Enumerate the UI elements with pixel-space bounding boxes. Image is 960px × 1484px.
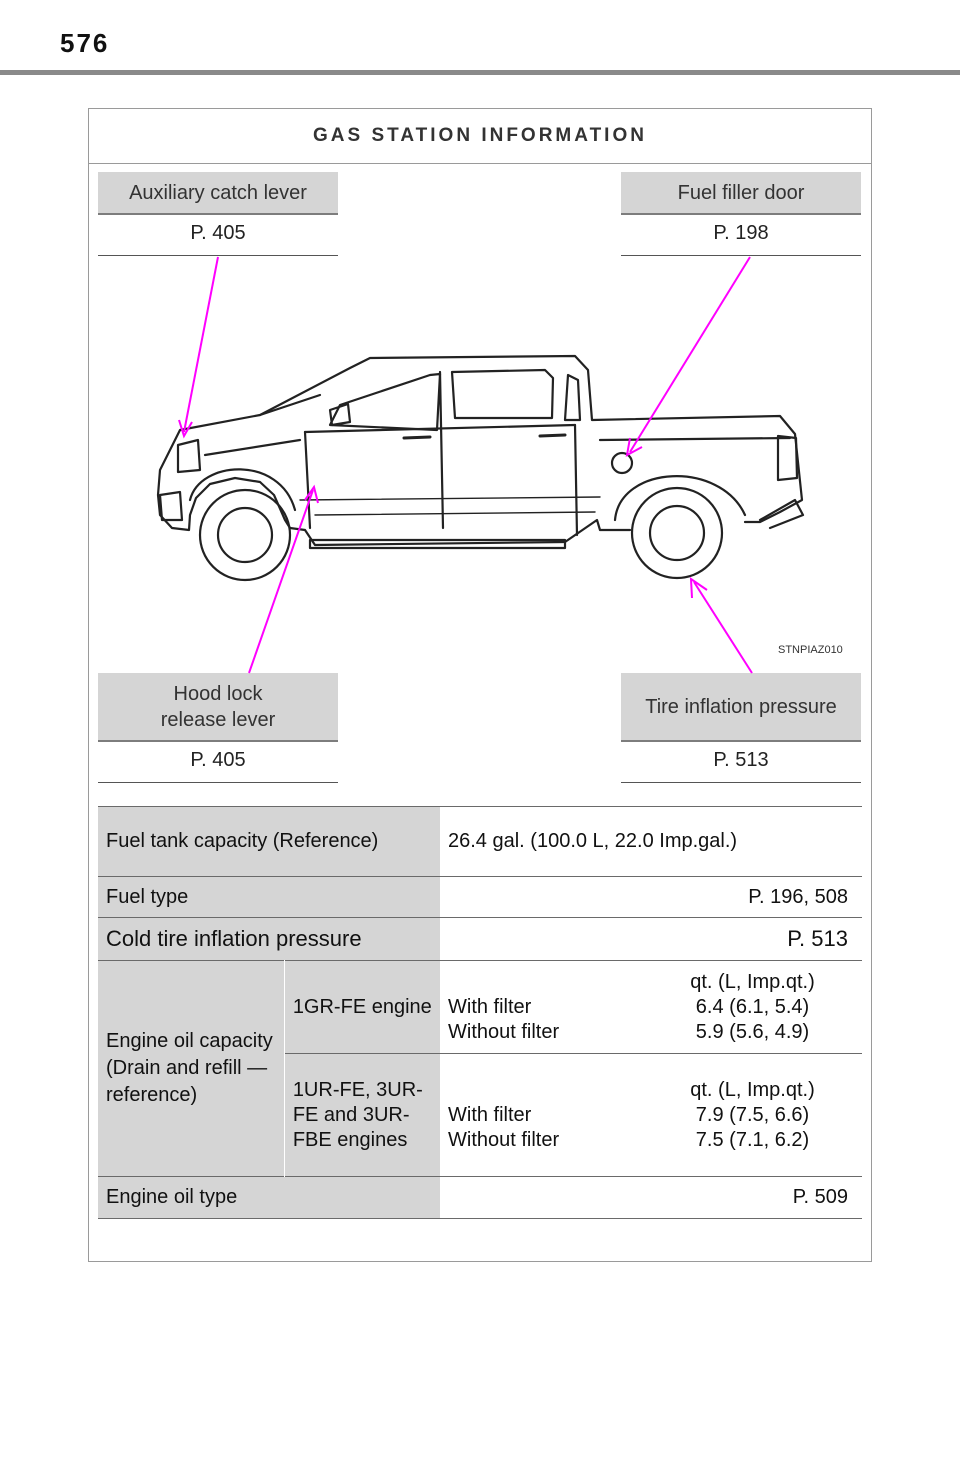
engine-name: 1UR-FE, 3UR-FE and 3UR-FBE engines	[284, 1054, 440, 1177]
table-row	[98, 807, 862, 877]
without-filter-value: 7.5 (7.1, 6.2)	[695, 1128, 810, 1151]
without-filter-label: Without filter	[448, 1128, 560, 1151]
table-row	[98, 961, 862, 1054]
oil-unit: qt. (L, Imp.qt.)	[690, 1078, 815, 1101]
callout-page-ref[interactable]: P. 405	[98, 215, 338, 256]
callout-label: Hood lock release lever	[98, 673, 338, 742]
callout-page-ref[interactable]: P. 513	[621, 742, 861, 783]
with-filter-value: 7.9 (7.5, 6.6)	[695, 1103, 810, 1126]
oil-capacity-cell	[440, 961, 862, 1054]
without-filter-label: Without filter	[448, 1020, 560, 1043]
callout-label: Fuel filler door	[621, 172, 861, 215]
engine-name: 1GR-FE engine	[284, 961, 440, 1054]
fuel-type-label: Fuel type	[98, 877, 440, 918]
callout-page-ref[interactable]: P. 405	[98, 742, 338, 783]
table-row	[98, 918, 862, 961]
table-row	[98, 877, 862, 918]
with-filter-value: 6.4 (6.1, 5.4)	[695, 995, 810, 1018]
with-filter-label: With filter	[448, 1103, 532, 1126]
callout-label: Auxiliary catch lever	[98, 172, 338, 215]
fuel-type-value[interactable]: P. 196, 508	[440, 877, 862, 918]
specs-table	[98, 806, 862, 1219]
illustration-code: STNPIAZ010	[778, 644, 843, 656]
cold-tire-label: Cold tire inflation pressure	[98, 918, 440, 961]
oil-unit: qt. (L, Imp.qt.)	[690, 970, 815, 993]
table-row	[98, 1177, 862, 1219]
oil-type-value[interactable]: P. 509	[440, 1177, 862, 1219]
page-number: 576	[60, 28, 110, 58]
fuel-tank-label: Fuel tank capacity (Reference)	[98, 807, 440, 877]
without-filter-value: 5.9 (5.6, 4.9)	[695, 1020, 810, 1043]
callout-page-ref[interactable]: P. 198	[621, 215, 861, 256]
engine-oil-capacity-label: Engine oil capacity (Drain and refill — reference)	[98, 961, 284, 1177]
with-filter-label: With filter	[448, 995, 532, 1018]
fuel-tank-value: 26.4 gal. (100.0 L, 22.0 Imp.gal.)	[440, 807, 862, 877]
oil-capacity-cell	[440, 1054, 862, 1177]
oil-type-label: Engine oil type	[98, 1177, 440, 1219]
callout-label: Tire inflation pressure	[621, 673, 861, 742]
cold-tire-value[interactable]: P. 513	[440, 918, 862, 961]
section-title: GAS STATION INFORMATION	[89, 109, 871, 164]
